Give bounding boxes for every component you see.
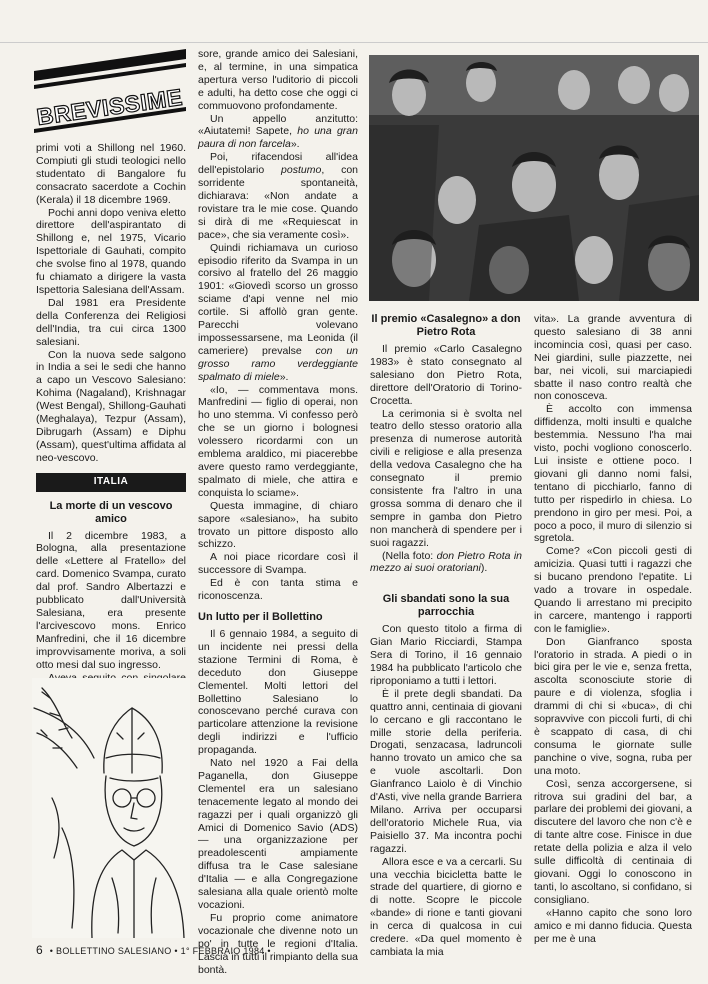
col2-paragraph: Nato nel 1920 a Fai della Paganella, don Giuseppe Clementel era un salesiano tenacemente legato al mondo dei ragazzi per i quali organizzò gli Amici di Domenico Savio (ADS) — una organizzazione per preadolescenti ampiamente diffusa tra le Case salesiane d'Italia — e alla Congregazione salesiana alla quale orientò molte vocazioni. <box>198 757 358 911</box>
col1-paragraph: Il 2 dicembre 1983, a Bologna, alla presentazione delle «Lettere al Fratello» del card. Domenico Svampa, curato dal prof. Sandro Albertazzi e pubblicato dall'Università Salesiana, era presente l'arcivescovo mons. Enrico Manfredini, che il 16 dicembre improvvisamente moriva, a soli otto mesi dal suo ingresso. <box>36 529 186 671</box>
col4-paragraph: «Hanno capito che sono loro amico e mi danno fiducia. Questa per me è una <box>534 906 692 945</box>
section-title: BREVISSIME <box>35 83 185 130</box>
photo-caption: (Nella foto: don Pietro Rota in mezzo ai suoi oratoriani). <box>370 549 522 575</box>
col2-paragraph: Il 6 gennaio 1984, a seguito di un incidente nei pressi della stazione Termini di Roma, è deceduto don Giuseppe Clementel. Molti lettori del Bollettino Salesiano lo conoscevano perché curava con particolare attenzione la revisione degli indirizzi e l'ufficio propaganda. <box>198 627 358 757</box>
page-number: 6 <box>36 943 43 957</box>
bishop-sketch-illustration <box>32 678 190 938</box>
col3-paragraph: Con questo titolo a firma di Gian Mario Ricciardi, Stampa Sera di Torino, il 16 gennaio 1984 ha pubblicato l'articolo che riproponiamo a tutti i lettori. <box>370 623 522 687</box>
column-1 <box>36 142 186 710</box>
col2-paragraph: «Io, — commentava mons. Manfredini — figlio di operai, non ho uno stemma. Vi confesso però che se un giorno i bolognesi volessero ricordarmi con un emblema araldico, mi piacerebbe avere questo ramo verdeggiante, spalmato di miele, che attira e conquista lo sciame». <box>198 383 358 499</box>
col2-paragraph: sore, grande amico dei Salesiani, e, al termine, in una simpatica apertura verso l'uditorio di piccoli e adulti, ha detto cose che oggi ci commuovono profondamente. <box>198 48 358 112</box>
col3-paragraph: Il premio «Carlo Casalegno 1983» è stato consegnato al salesiano don Pietro Rota, direttore dell'Oratorio di Torino-Crocetta. <box>370 343 522 407</box>
col2-paragraph: Ed è con tanta stima e riconoscenza. <box>198 577 358 603</box>
col4-paragraph: Come? «Con piccoli gesti di amicizia. Quasi tutti i ragazzi che si bucano prendono l'epatite. Li vado a trovare in ospedale. Quando li arrestano mi precipito in carcere, mantengo i rapporti con le famiglie». <box>534 545 692 635</box>
col1-paragraph: Pochi anni dopo veniva eletto direttore dell'aspirantato di Shillong e, nel 1975, Vicario Ispettoriale di Gauhati, compito che svolse fino al 1978, quando fu chiamato a dirigere la vasta Ispettoria Salesiana dell'Assam. <box>36 206 186 296</box>
col2-paragraph: Poi, rifacendosi all'idea dell'epistolario postumo, con sorridente spontaneità, dichiarava: «Non andate a rovistare tra le mie cose. Quando si dirà di me «Requiescat in pace», che sia veramente così». <box>198 151 358 241</box>
col1-paragraph: primi voti a Shillong nel 1960. Compiuti gli studi teologici nello studentato di Bangalore fu consacrato sacerdote a Cochin (Kerala) il 18 dicembre 1969. <box>36 142 186 206</box>
heading-lutto-bollettino: Un lutto per il Bollettino <box>198 610 323 623</box>
col1-paragraph: Dal 1981 era Presidente della Conferenza dei Religiosi dell'India, tra cui circa 1300 salesiani. <box>36 296 186 348</box>
col1-paragraph: Con la nuova sede salgono in India a sei le sedi che hanno a capo un Vescovo Salesiano: Kohima (Nagaland), Krishnagar (West Bengal), Shillong-Gauhati (Meghalaya), Tezpur (Assam), Dibrugarh (Assam) e Diphu (Assam), quest'ultima affidata al neo-vescovo. <box>36 348 186 464</box>
oratory-boys-photo <box>369 55 699 301</box>
page-footer <box>36 943 271 957</box>
col2-paragraph: A noi piace ricordare così il successore di Svampa. <box>198 551 358 577</box>
column-2 <box>198 48 358 976</box>
col4-paragraph: Don Gianfranco sposta l'oratorio in strada. A piedi o in bici gira per le vie e, senza fretta, ascolta sconosciute storie di paure e di violenza, sfoglia i drammi di chi si «buca», di chi sopravvive con piccoli furti, di chi è scappato di casa, di chi consuma le giornate sulle panchine o vive, sogna, ruba per una moto. <box>534 635 692 777</box>
column-3 <box>370 313 522 959</box>
col2-paragraph: Questa immagine, di chiaro sapore «salesiano», ha subito trovato un pittore disposto allo schizzo. <box>198 499 358 551</box>
col4-paragraph: È accolto con immensa diffidenza, molti insulti e qualche bestemmia. Nessuno l'ha mai visto, pochi vogliono conoscerlo. Lui insiste e ottiene poco. I giovani gli danno nomi falsi, tentano di picchiarlo, fanno di tutto per rispedirlo in chiesa. Lo prendono in giro per mesi. Poi, a poco a poco, il muro di silenzio si sgretola. <box>534 403 692 545</box>
heading-premio-casalegno: Il premio «Casalegno» a don Pietro Rota <box>371 313 521 338</box>
col3-paragraph: È il prete degli sbandati. Da quattro anni, centinaia di giovani lo cercano e gli raccontano le mille storie della periferia. Drogati, senzacasa, ladruncoli hanno trovato un amico che sa e vuole ascoltarli. Don Gianfranco Laiolo è di Vinchio d'Asti, vive nella grande Barriera Milano. Arriva per occuparsi dell'oratorio Michele Rua, via Paisiello 37. Ma incontra pochi ragazzi. <box>370 687 522 855</box>
col4-paragraph: vita». La grande avventura di questo salesiano di 38 anni incomincia così, quasi per caso. Nei giardini, sulle piazzette, nei bar, nei vicoli, sui marciapiedi sbatte il naso contro realtà che non conosceva. <box>534 313 692 403</box>
col2-paragraph: Quindi richiamava un curioso episodio riferito da Svampa in un corsivo al fratello del 26 maggio 1901: «Giovedì scorso un grosso sciame d'api venne nel mio cortile. Si affollò gran gente. Parecchi volevano impossessarsene, ma Leonida (il cameriere) prevalse con un grosso ramo verdeggiante spalmato di miele». <box>198 241 358 383</box>
column-4 <box>534 313 692 945</box>
col3-paragraph: Allora esce e va a cercarli. Su una vecchia bicicletta batte le strade del quartiere, di giorno e di notte. Scopre le piccole «bande» di rione e tanti giovani in cerca di qualcosa in cui credere. «Da quel momento è cambiata la mia <box>370 855 522 958</box>
heading-sbandati: Gli sbandati sono la sua parrocchia <box>382 593 510 619</box>
col2-paragraph: Fu proprio come animatore vocazionale che divenne noto un po' in tutte le regioni d'Italia. Lascia in tutti il rimpianto della sua bontà. <box>198 911 358 976</box>
section-bar-italia: ITALIA <box>36 473 186 492</box>
brevissime-header <box>30 45 190 137</box>
heading-morte-vescovo: La morte di un vescovo amico <box>49 499 173 525</box>
col3-paragraph: La cerimonia si è svolta nel teatro dello stesso oratorio alla presenza di numerose autorità civili e religiose e alla presenza della vedova Casalegno che ha consegnato il premio consistente fra l'altro in una grossa somma di denaro che il sempre in gamba don Pietro non mancherà di spendere per i suoi ragazzi. <box>370 407 522 549</box>
footer-publication: • BOLLETTINO SALESIANO • 1° FEBBRAIO 1984 • <box>49 946 271 956</box>
top-rule <box>0 42 708 43</box>
col2-paragraph: Un appello anzitutto: «Aiutatemi! Sapete, ho una gran paura di non farcela». <box>198 112 358 151</box>
col4-paragraph: Così, senza accorgersene, si ritrova sui gradini del bar, a parlare dei problemi dei giovani, a discutere del lavoro che non c'è e di tante altre cose. Finisce in due retate della polizia e alza il velo sulle difficoltà di centinaia di giovani. Oggi lo conoscono in tanti, lo ascoltano, si confidano, si consigliano. <box>534 777 692 906</box>
col1-paragraph: Aveva seguito con singolare interesse questo spoglio di lettere del suo predeces- <box>36 671 186 710</box>
